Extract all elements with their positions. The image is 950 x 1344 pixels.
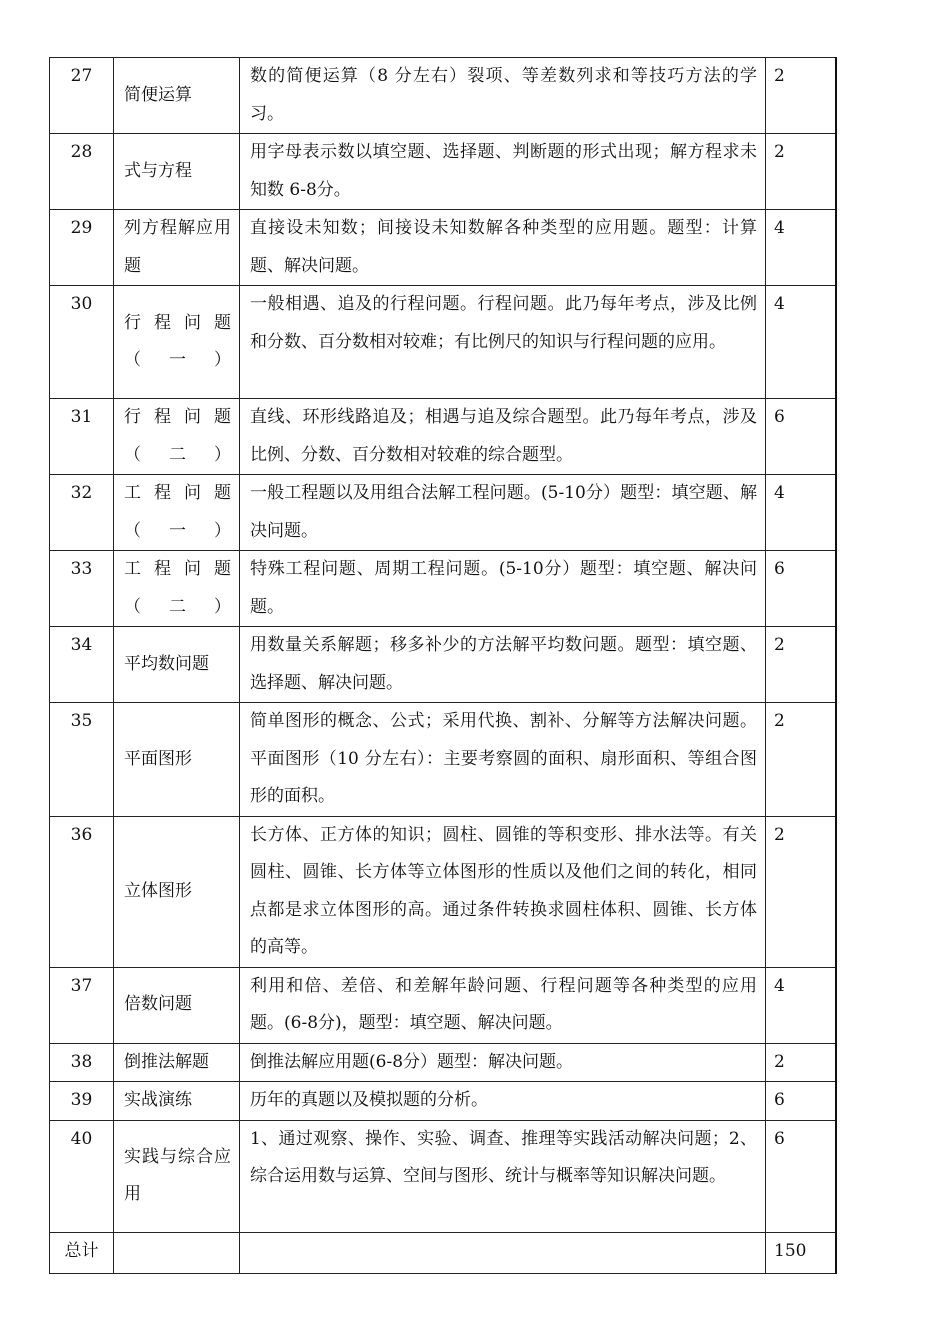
table-row [50, 551, 836, 627]
lesson-content: 一般工程题以及用组合法解工程问题。(5-10分）题型：填空题、解决问题。 [240, 475, 766, 551]
lesson-content: 1、通过观察、操作、实验、调查、推理等实践活动解决问题；2、综合运用数与运算、空间与图形、统计与概率等知识解决问题。 [240, 1120, 766, 1232]
lesson-content: 倒推法解应用题(6-8分）题型：解决问题。 [240, 1043, 766, 1082]
lesson-hours: 2 [766, 1043, 836, 1082]
lesson-hours: 2 [766, 58, 836, 134]
lesson-number: 30 [50, 286, 114, 399]
lesson-content: 特殊工程问题、周期工程问题。(5-10分）题型：填空题、解决问题。 [240, 551, 766, 627]
table-row [50, 210, 836, 286]
lesson-hours: 2 [766, 703, 836, 817]
lesson-hours: 4 [766, 475, 836, 551]
lesson-topic: 行 程 问 题（二） [114, 399, 240, 475]
lesson-hours: 4 [766, 286, 836, 399]
lesson-content: 一般相遇、追及的行程问题。行程问题。此乃每年考点，涉及比例和分数、百分数相对较难；有比例尺的知识与行程问题的应用。 [240, 286, 766, 399]
lesson-topic: 倒推法解题 [114, 1043, 240, 1082]
lesson-content: 长方体、正方体的知识；圆柱、圆锥的等积变形、排水法等。有关圆柱、圆锥、长方体等立体图形的性质以及他们之间的转化，相同点都是求立体图形的高。通过条件转换求圆柱体积、圆锥、长方体的高等。 [240, 816, 766, 967]
lesson-topic: 实践与综合应用 [114, 1120, 240, 1232]
lesson-content: 简单图形的概念、公式；采用代换、割补、分解等方法解决问题。平面图形（10 分左右）：主要考察圆的面积、扇形面积、等组合图形的面积。 [240, 703, 766, 817]
table-row [50, 58, 836, 134]
table-row [50, 1082, 836, 1121]
total-hours: 150 [766, 1232, 836, 1273]
lesson-content: 利用和倍、差倍、和差解年龄问题、行程问题等各种类型的应用题。(6-8分)，题型：填空题、解决问题。 [240, 967, 766, 1043]
lesson-content: 历年的真题以及模拟题的分析。 [240, 1082, 766, 1121]
table-row [50, 816, 836, 967]
table-row [50, 286, 836, 399]
lesson-content: 用字母表示数以填空题、选择题、判断题的形式出现；解方程求未知数 6-8分。 [240, 134, 766, 210]
lesson-number: 40 [50, 1120, 114, 1232]
lesson-topic: 平面图形 [114, 703, 240, 817]
table-row [50, 1043, 836, 1082]
lesson-topic: 工 程 问 题（一） [114, 475, 240, 551]
syllabus-table [49, 57, 837, 1274]
lesson-number: 39 [50, 1082, 114, 1121]
lesson-number: 34 [50, 627, 114, 703]
lesson-hours: 6 [766, 551, 836, 627]
lesson-content: 直接设未知数；间接设未知数解各种类型的应用题。题型：计算题、解决问题。 [240, 210, 766, 286]
total-topic [114, 1232, 240, 1273]
table-row [50, 967, 836, 1043]
lesson-content: 数的简便运算（8 分左右）裂项、等差数列求和等技巧方法的学习。 [240, 58, 766, 134]
lesson-topic: 行 程 问 题（一） [114, 286, 240, 399]
total-label: 总计 [50, 1232, 114, 1273]
lesson-hours: 2 [766, 134, 836, 210]
syllabus-page [49, 57, 835, 1274]
total-content [240, 1232, 766, 1273]
lesson-number: 32 [50, 475, 114, 551]
lesson-number: 35 [50, 703, 114, 817]
lesson-topic: 立体图形 [114, 816, 240, 967]
table-row [50, 134, 836, 210]
lesson-number: 36 [50, 816, 114, 967]
lesson-topic: 实战演练 [114, 1082, 240, 1121]
lesson-hours: 6 [766, 399, 836, 475]
lesson-number: 27 [50, 58, 114, 134]
lesson-number: 33 [50, 551, 114, 627]
lesson-content: 直线、环形线路追及；相遇与追及综合题型。此乃每年考点，涉及比例、分数、百分数相对较难的综合题型。 [240, 399, 766, 475]
lesson-topic: 简便运算 [114, 58, 240, 134]
table-row [50, 475, 836, 551]
lesson-number: 37 [50, 967, 114, 1043]
lesson-hours: 2 [766, 816, 836, 967]
table-row [50, 399, 836, 475]
lesson-number: 31 [50, 399, 114, 475]
lesson-topic: 式与方程 [114, 134, 240, 210]
table-row [50, 703, 836, 817]
lesson-topic: 工 程 问 题（二） [114, 551, 240, 627]
lesson-hours: 2 [766, 627, 836, 703]
lesson-number: 38 [50, 1043, 114, 1082]
lesson-hours: 4 [766, 967, 836, 1043]
lesson-topic: 平均数问题 [114, 627, 240, 703]
lesson-hours: 6 [766, 1120, 836, 1232]
lesson-hours: 6 [766, 1082, 836, 1121]
table-row [50, 1120, 836, 1232]
lesson-number: 28 [50, 134, 114, 210]
lesson-hours: 4 [766, 210, 836, 286]
lesson-topic: 列方程解应用题 [114, 210, 240, 286]
lesson-number: 29 [50, 210, 114, 286]
lesson-topic: 倍数问题 [114, 967, 240, 1043]
table-row [50, 627, 836, 703]
lesson-content: 用数量关系解题；移多补少的方法解平均数问题。题型：填空题、选择题、解决问题。 [240, 627, 766, 703]
total-row [50, 1232, 836, 1273]
